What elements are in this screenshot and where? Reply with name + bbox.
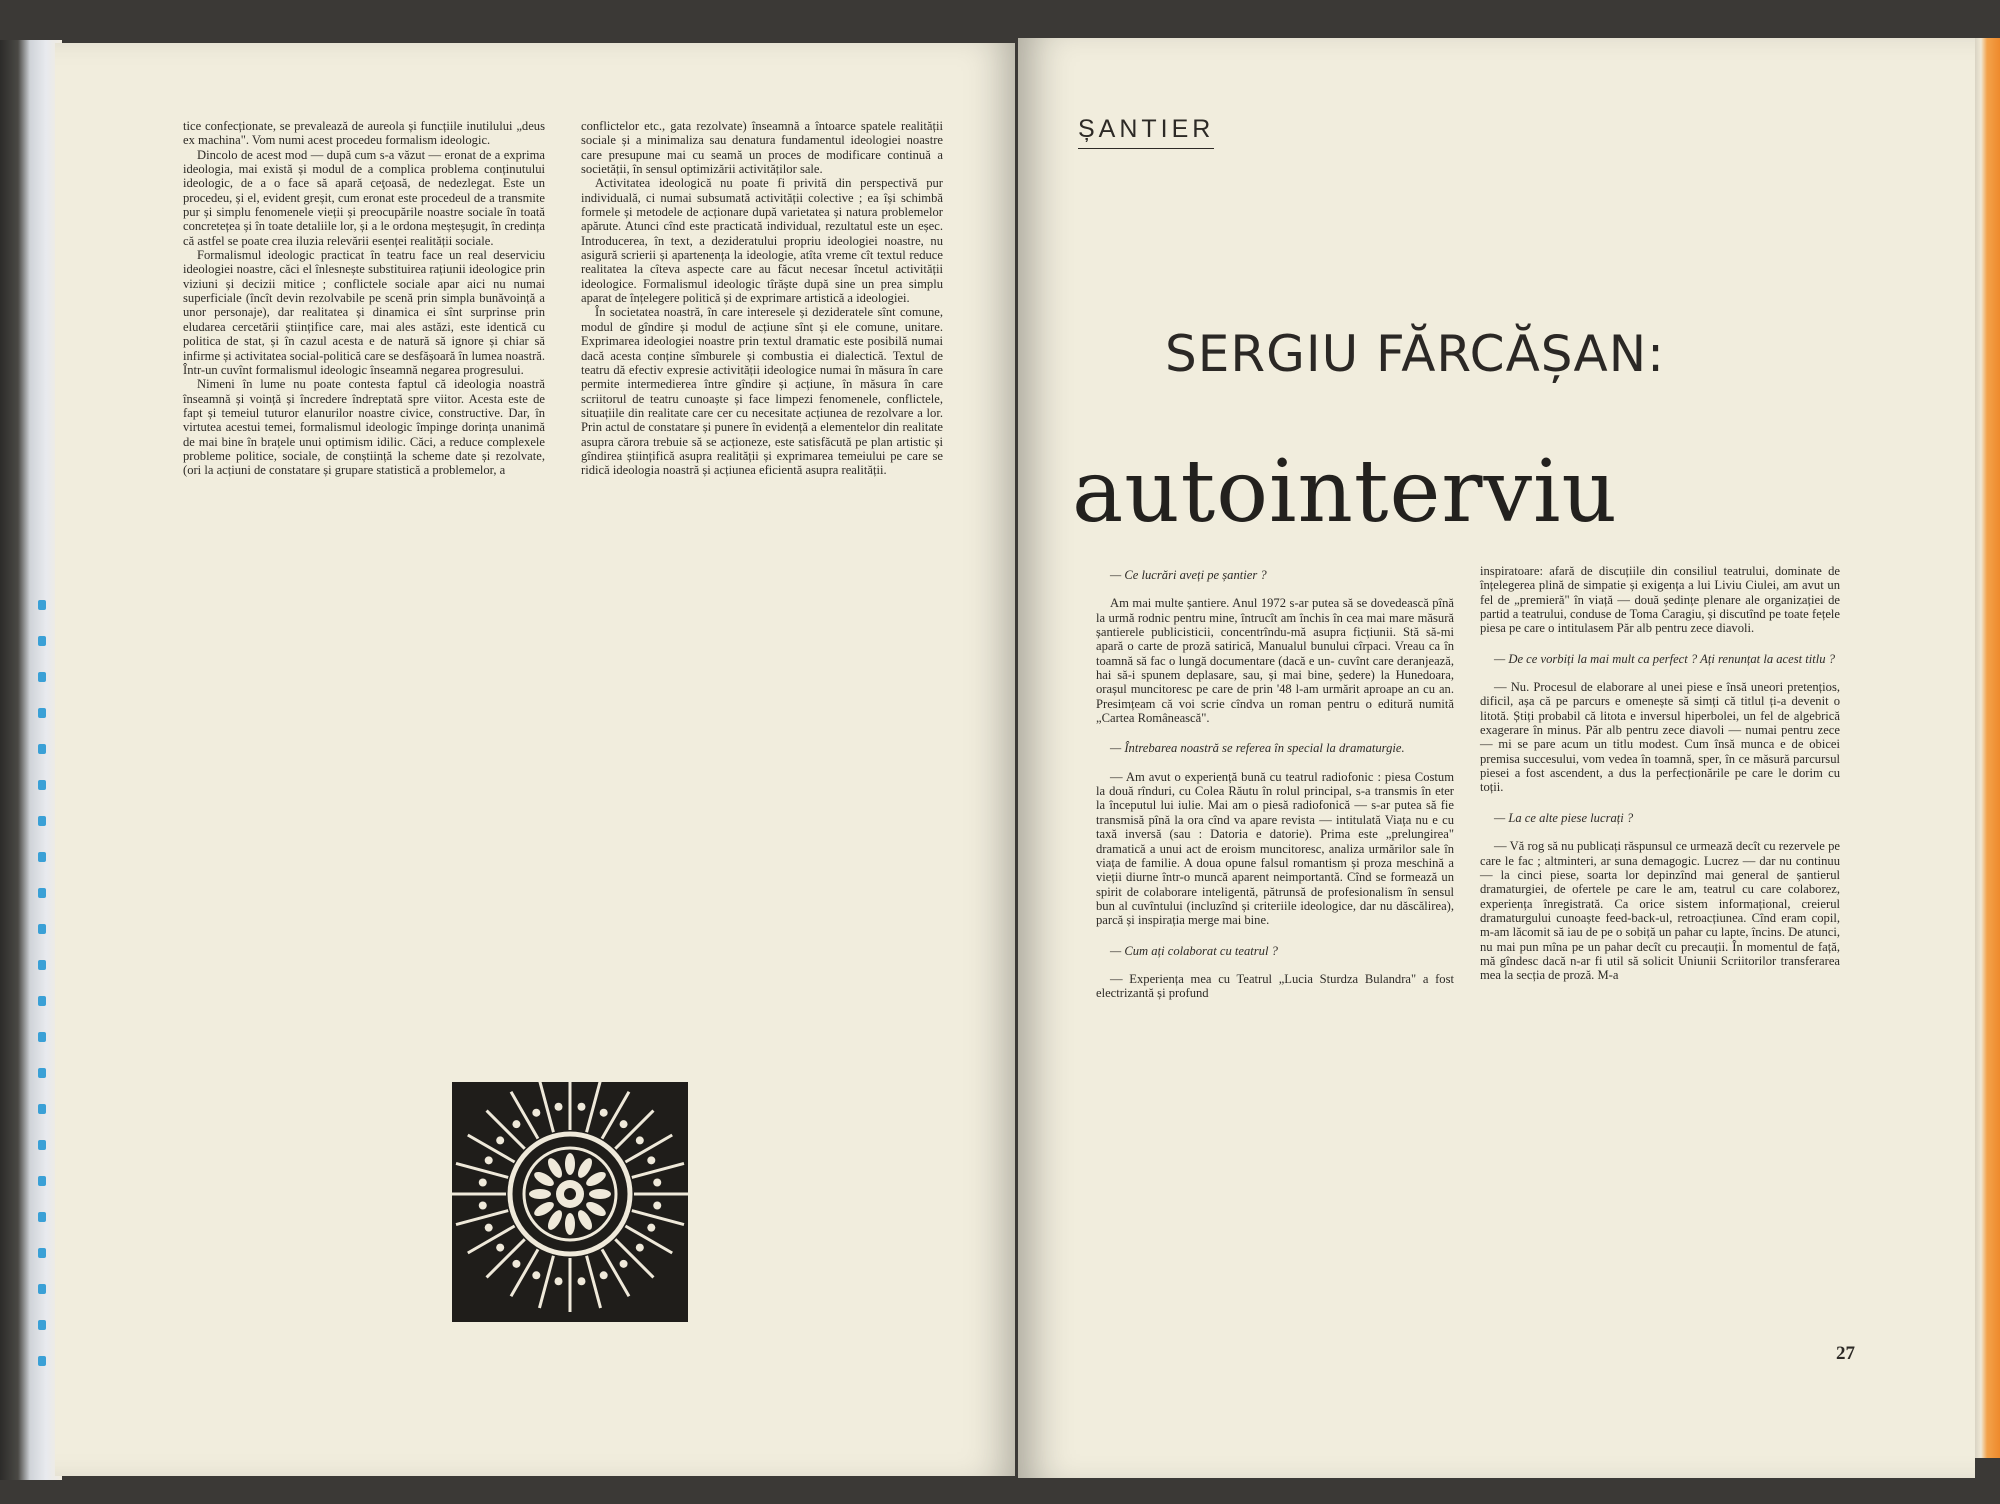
index-tab (38, 852, 46, 862)
left-column-1 (183, 119, 545, 478)
page-number: 27 (1836, 1343, 1855, 1364)
paragraph: În societatea noastră, în care interesele și dezideratele sînt comune, modul de gîndire și modul de acțiune sînt și ele comune, unitare. Exprimarea ideologiei noastre prin textul dramatic este posibilă numai dacă acesta conține sîmburele și combustia ei dialectică. Textul de teatru dă efectiv expresie activității ideologice numai în măsura în care permite intermedierea între gîndire și acțiune, în măsura în care scriitorul de teatru cunoaște și face limpezi fenomenele, conflictele, situațiile din realitate care cer cu necesitate acțiunea de rezolvare a lor. Prin actul de constatare și punere în evidență a elementelor din realitate asupra cărora trebuie să se acționeze, este satisfăcută pe plan artistic și gîndirea științifică asupra realității și exprimarea temeiului pe care se ridică ideologia noastră și acțiunea eficientă asupra realității. (581, 305, 943, 478)
left-column-2 (581, 119, 943, 478)
interview-answer: — Vă rog să nu publicați răspunsul ce urmează decît cu rezervele pe care le fac ; altminteri, ar suna demagogic. Lucrez — dar nu continuu — la cinci piese, soarta lor depinzînd mai general de șantierul dramaturgiei, de ofertele pe care le am, teatrul cu care colaborez, experiența înregistrată. Ca orice sistem informațional, creierul dramaturgului cunoaște feed-back-ul, retroacțiunea. Cînd eram copil, m-am lăcomit să iau de pe o sobiță un pahar cu lapte, încins. De atunci, nu mai pun mîna pe un pahar decît cu precauții. În momentul de față, mă gîndesc dacă n-ar fi util să solicit Uniunii Scriitorilor transferarea mea la secția de proză. M-a (1480, 839, 1840, 983)
index-tab (38, 996, 46, 1006)
index-tab (38, 636, 46, 646)
index-tab (38, 1176, 46, 1186)
left-page-stack-edge (0, 40, 62, 1480)
paragraph: tice confecționate, se prevalează de aureola și funcțiile inutilului „deus ex machina". Vom numi acest procedeu formalism ideologic. (183, 119, 545, 148)
index-tab (38, 1356, 46, 1366)
index-tab (38, 1284, 46, 1294)
interview-question: — La ce alte piese lucrați ? (1494, 810, 1634, 825)
index-tabs (38, 600, 48, 1400)
paragraph: Nimeni în lume nu poate contesta faptul că ideologia noastră înseamnă și voință și încredere îndreptată spre viitor. Acesta este de fapt și temeiul tuturor elanurilor noastre civice, constructive. Dar, în virtutea acestui temei, formalismul ideologic împinge dorința unanimă de mai bine în brațele unui optimism idilic. Căci, a reduce complexele probleme politice, sociale, de conștiință la scheme date și rezolvate, (ori la acțiuni de constatare și grupare statistică a problemelor, a (183, 377, 545, 478)
index-tab (38, 1140, 46, 1150)
index-tab (38, 924, 46, 934)
index-tab (38, 888, 46, 898)
index-tab (38, 672, 46, 682)
interview-answer: — Nu. Procesul de elaborare al unei piese e însă uneori pretențios, dificil, așa că pe parcurs e omenește să simți că titlul ți-a devenit o litotă. Știți probabil că litota e inversul hiperbolei, un fel de algebrică exagerare în minus. Păr alb pentru zece diavoli — numai pentru zece — mi se pare acum un titlu modest. Cum însă munca e de obicei premisa succesului, vom vedea în toamnă, sper, în ce măsură parcursul piesei a fost ascendent, a dus la perfecționările pe care le dorim cu toții. (1480, 680, 1840, 795)
paragraph: Dincolo de acest mod — după cum s-a văzut — eronat de a exprima ideologia, mai există și modul de a complica problema conținutului ideologic, de a o face să apară ceţoasă, de nedezlegat. Este un procedeu, și el, evident greșit, cum eronat este procedeul de a transmite pur și simplu fenomenele vieții și preocupările noastre sociale în toată concretețea și în toate detaliile lor, și a le ordona meșteșugit, în credința că astfel se poate crea iluzia relevării esenței realității sociale. (183, 147, 545, 248)
index-tab (38, 1248, 46, 1258)
paragraph: Formalismul ideologic practicat în teatru face un real deserviciu ideologiei noastre, căci el înlesnește substituirea rațiunii ideologice prin viziuni și decizii mitice ; conflictele sociale apar aici nu numai superficiale (încît devin rezolvabile pe scenă prin simpla bunăvoință a unor personaje), dar realitatea și dinamica ei sînt surprinse prin eludarea cercetării științifice care, mai ales astăzi, este identică cu politica de stat, și în cazul acesta e de natură să ignore și chiar să infirme și activitatea social-politică care se desfășoară în lumea noastră. Într-un cuvînt formalismul ideologic înseamnă negarea progresului. (183, 248, 545, 377)
right-column-2 (1480, 564, 1840, 983)
right-column-1 (1096, 568, 1454, 1001)
interview-question: — Cum ați colaborat cu teatrul ? (1110, 943, 1278, 958)
interview-answer: — Am avut o experiență bună cu teatrul radiofonic : piesa Costum la două rînduri, cu Colea Răutu în rolul principal, s-a transmis în eter la începutul lui iulie. Mai am o piesă radiofonică — s-ar putea să fie transmisă pînă la ora cînd va apare revista — intitulată Viața nu e cu taxă inversă (sau : Datoria e datorie). Prima este „prelungirea" dramatică a unui act de eroism muncitoresc, analiza urmărilor sale în viața de familie. A doua opune falsul romantism și proza meschină a vieții diurne într-o muncă aparent neimportantă. Cînd se formează un spirit de colaborare inteligentă, pătrunsă de profesionalism în sensul bun al cuvîntului (incluzînd și criteriile ideologice, dar nu dăscălirea), parcă și inspirația merge mai bine. (1096, 769, 1454, 928)
interview-answer: inspiratoare: afară de discuțiile din consiliul teatrului, dominate de înțelegerea plină de simpatie și exigența a lui Liviu Ciulei, am avut un fel de „premieră" în viață — două ședințe plenare ale organizației de partid a teatrului, conduse de Toma Caragiu, și discutînd pe toate fețele piesa pe care o intitulasem Păr alb pentru zece diavoli. (1480, 564, 1840, 636)
index-tab (38, 780, 46, 790)
interview-answer: Am mai multe șantiere. Anul 1972 s-ar putea să se dovedească pînă la urmă rodnic pentru mine, întrucît am închis în cea mai mare măsură șantierele publicisticii, concentrîndu-mă asupra ficțiunii. Stă să-mi apară o carte de proză satirică, Manualul bunului cîrpaci. Vreau ca în toamnă să fac o lungă documentare (dacă e un- cuvînt care deranjează, hai să-i spunem deplasare, sau, și mai bine, ședere) la Hunedoara, orașul muncitoresc pe care de prin '48 l-am urmărit aproape an cu an. Presimțeam că voi scrie cîndva un roman pentru o editură numită „Cartea Românească". (1096, 596, 1454, 726)
index-tab (38, 1104, 46, 1114)
index-tab (38, 744, 46, 754)
rosette-ornament-graphic (452, 1082, 688, 1322)
index-tab (38, 1320, 46, 1330)
right-page-edge (1975, 38, 2000, 1458)
author-name: SERGIU FĂRCĂȘAN: (1165, 325, 1665, 383)
section-heading: ȘANTIER (1078, 115, 1214, 149)
index-tab (38, 1212, 46, 1222)
index-tab (38, 960, 46, 970)
rosette-ornament-icon (452, 1082, 688, 1322)
interview-question: — Ce lucrări aveți pe șantier ? (1110, 568, 1267, 582)
interview-answer: — Experiența mea cu Teatrul „Lucia Sturdza Bulandra" a fost electrizantă și profund (1096, 971, 1454, 1001)
index-tab (38, 1032, 46, 1042)
interview-question: — De ce vorbiți la mai mult ca perfect ? Ați renunțat la acest titlu ? (1494, 651, 1836, 666)
index-tab (38, 600, 46, 610)
paragraph: conflictelor etc., gata rezolvate) înseamnă a întoarce spatele realității sociale și a minimaliza sau denatura fundamentul ideologiei noastre care presupune mai cu seamă un proces de modificare continuă a societății, în sensul optimizării activităților sale. (581, 119, 943, 177)
interview-question: — Întrebarea noastră se referea în special la dramaturgie. (1110, 741, 1405, 756)
index-tab (38, 816, 46, 826)
paragraph: Activitatea ideologică nu poate fi privită din perspectivă pur individuală, ci numai subsumată activității colective ; ea își schimbă formele și metodele de acționare după varietatea și natura problemelor apărute. Atunci cînd este practicată individual, rezultatul este un eșec. Introducerea, în text, a dezideratului propriu ideologiei noastre, nu asigură scrierii și apartenența la ideologie, atîta vreme cît textul reduce realitatea la cîteva aspecte care au făcut necesar încetul activității ideologice. Formalismul ideologic tîrăște după sine un prea simplu aparat de înțelegere politică și de exprimare artistică a ideologiei. (581, 176, 943, 306)
article-title: autointerviu (1072, 442, 1618, 542)
index-tab (38, 708, 46, 718)
index-tab (38, 1068, 46, 1078)
